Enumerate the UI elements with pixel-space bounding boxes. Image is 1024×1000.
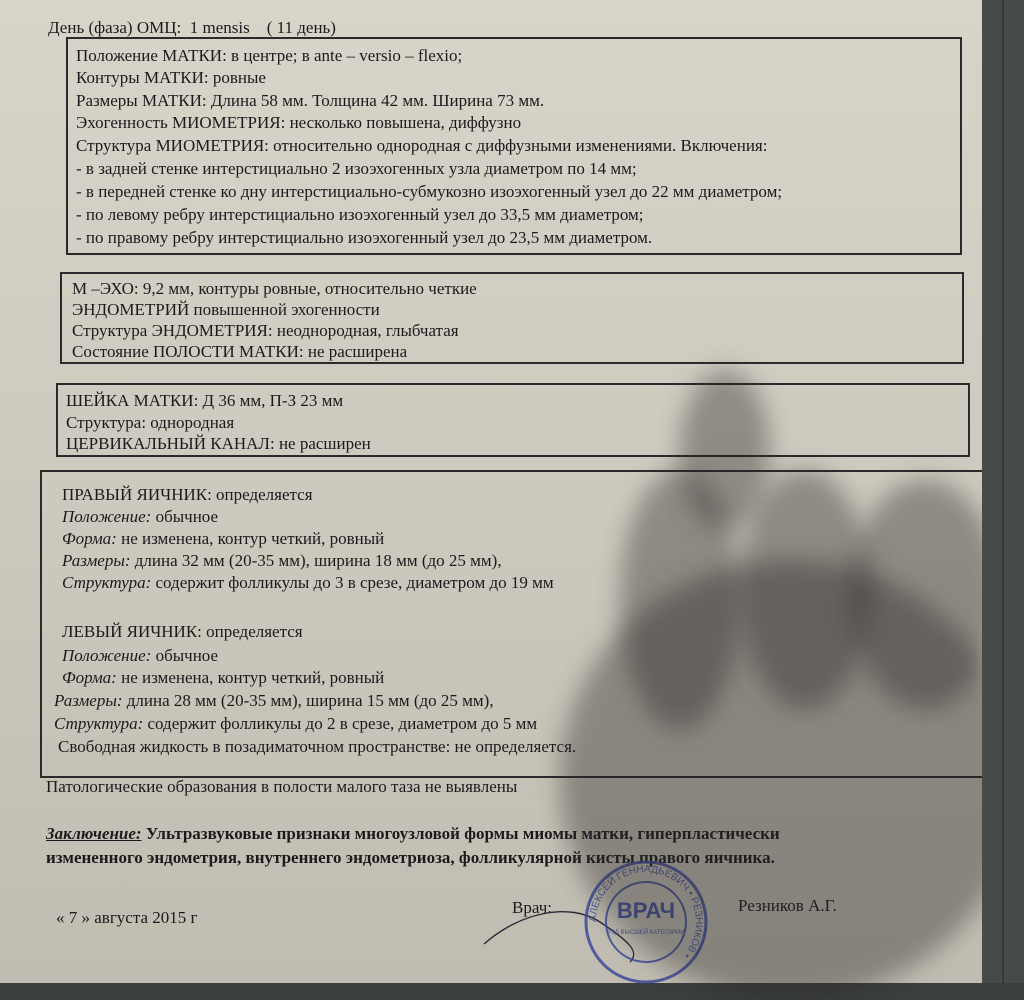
right-ovary-structure: Структура: содержит фолликулы до 3 в срезе, диаметром до 19 мм: [62, 573, 554, 592]
inclusion-item: - по левому ребру интерстициально изоэхогенный узел до 33,5 мм диаметром;: [76, 205, 644, 224]
left-ovary-shape: Форма: не изменена, контур четкий, ровный: [62, 668, 385, 687]
cycle-phase-line: [48, 18, 336, 38]
cycle-day: ( 11 день): [266, 18, 336, 37]
background-tile: [982, 0, 1024, 983]
uterine-cavity: Состояние ПОЛОСТИ МАТКИ: не расширена: [72, 342, 408, 361]
right-ovary-title: ПРАВЫЙ ЯИЧНИК: определяется: [62, 485, 313, 504]
doctor-label: Врач:: [512, 898, 552, 917]
m-echo: М –ЭХО: 9,2 мм, контуры ровные, относительно четкие: [72, 279, 477, 298]
uterus-contours: Контуры МАТКИ: ровные: [76, 68, 266, 87]
left-ovary-position: Положение: обычное: [62, 646, 219, 665]
right-ovary-shape: Форма: не изменена, контур четкий, ровный: [62, 529, 385, 548]
cervix-size: ШЕЙКА МАТКИ: Д 36 мм, П-З 23 мм: [66, 391, 344, 410]
doctor-stamp-icon: [582, 858, 710, 986]
svg-text:АЛЕКСЕЙ ГЕННАДЬЕВИЧ • РЕЗНИКОВ: АЛЕКСЕЙ ГЕННАДЬЕВИЧ • РЕЗНИКОВ •: [587, 863, 705, 961]
conclusion-line-2: измененного эндометрия, внутреннего эндометриоза, фолликулярной кисты правого яичника.: [46, 848, 775, 867]
endometrium-echogenicity: ЭНДОМЕТРИЙ повышенной эхогенности: [72, 300, 380, 319]
cervix-structure: Структура: однородная: [66, 413, 235, 432]
conclusion-line-1: Заключение: Ультразвуковые признаки многоузловой формы миомы матки, гиперпластически: [46, 824, 780, 843]
endometrium-structure: Структура ЭНДОМЕТРИЯ: неоднородная, глыбчатая: [72, 321, 459, 340]
myometrium-echogenicity: Эхогенность МИОМЕТРИЯ: несколько повышена, диффузно: [76, 113, 522, 132]
uterus-sizes: Размеры МАТКИ: Длина 58 мм. Толщина 42 мм. Ширина 73 мм.: [76, 91, 545, 110]
left-ovary-size: Размеры: длина 28 мм (20-35 мм), ширина 15 мм (до 25 мм),: [54, 691, 494, 710]
cycle-label: День (фаза) ОМЦ:: [48, 18, 182, 37]
svg-text:УЗД ВЫСШЕЙ КАТЕГОРИИ: УЗД ВЫСШЕЙ КАТЕГОРИИ: [607, 930, 685, 936]
left-ovary-title: ЛЕВЫЙ ЯИЧНИК: определяется: [62, 622, 303, 641]
svg-text:ВРАЧ: ВРАЧ: [616, 898, 676, 923]
doctor-name: Резников А.Г.: [738, 896, 837, 915]
cervical-canal: ЦЕРВИКАЛЬНЫЙ КАНАЛ: не расширен: [66, 434, 371, 453]
left-ovary-structure: Структура: содержит фолликулы до 2 в срезе, диаметром до 5 мм: [54, 714, 538, 733]
pelvis-note: Патологические образования в полости малого таза не выявлены: [46, 777, 518, 796]
myometrium-structure: Структура МИОМЕТРИЯ: относительно однородная с диффузными изменениями. Включения:: [76, 136, 768, 155]
report-date: « 7 » августа 2015 г: [56, 908, 198, 927]
cycle-value: 1 mensis: [189, 18, 250, 37]
inclusion-item: - по правому ребру интерстициально изоэхогенный узел до 23,5 мм диаметром.: [76, 228, 653, 247]
inclusion-item: - в задней стенке интерстициально 2 изоэхогенных узла диаметром по 14 мм;: [76, 159, 637, 178]
conclusion-label: Заключение:: [46, 824, 142, 843]
inclusion-item: - в передней стенке ко дну интерстициально-субмукозно изоэхогенный узел до 22 мм диаметром;: [76, 182, 783, 201]
uterus-position: Положение МАТКИ: в центре; в ante – versio – flexio;: [76, 46, 463, 65]
free-fluid: Свободная жидкость в позадиматочном пространстве: не определяется.: [58, 737, 577, 756]
right-ovary-position: Положение: обычное: [62, 507, 219, 526]
right-ovary-size: Размеры: длина 32 мм (20-35 мм), ширина 18 мм (до 25 мм),: [62, 551, 502, 570]
